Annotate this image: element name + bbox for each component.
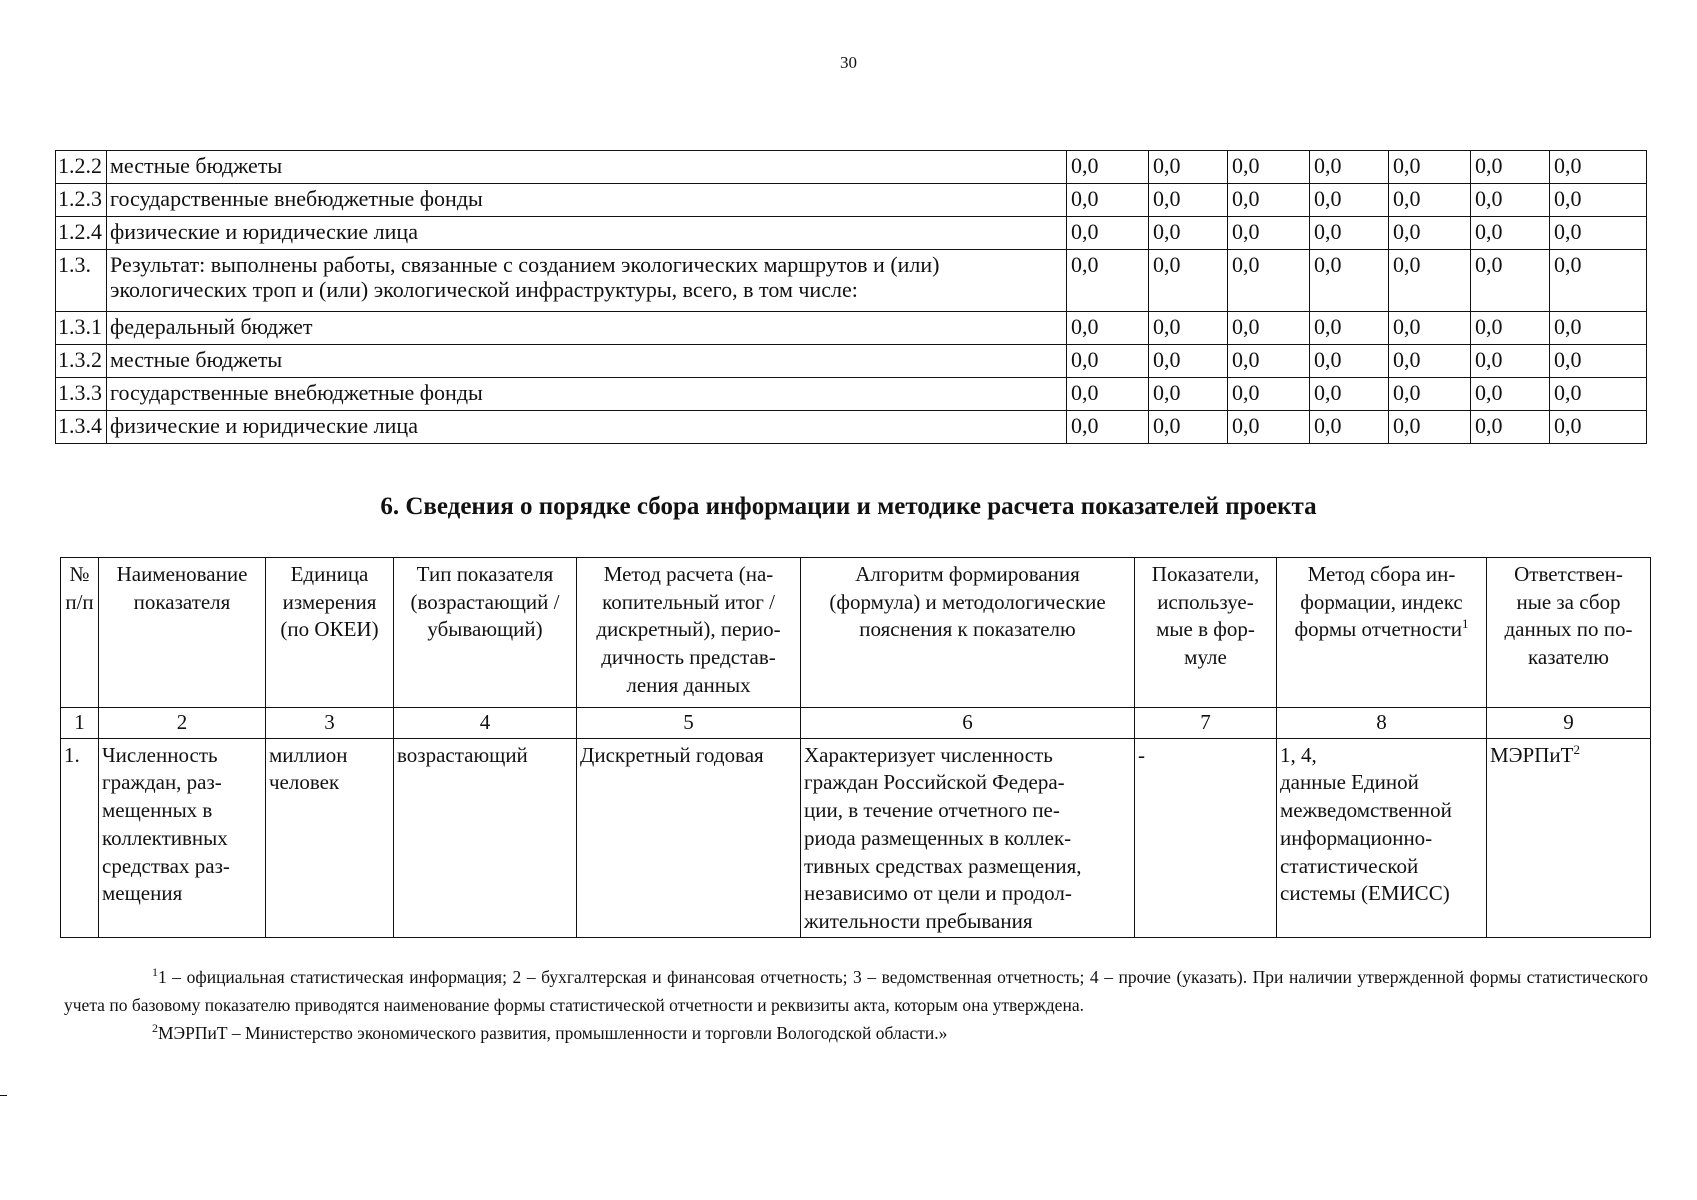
- page-number: 30: [840, 53, 857, 72]
- header-footnote-mark: 1: [1461, 616, 1469, 632]
- budget-value-cell: 0,0: [1550, 184, 1647, 217]
- budget-value-cell: 0,0: [1389, 217, 1471, 250]
- budget-row: [56, 151, 1647, 184]
- budget-value-cell: 0,0: [1550, 378, 1647, 411]
- budget-value-cell: 0,0: [1067, 217, 1149, 250]
- budget-value-cell: 0,0: [1228, 184, 1310, 217]
- column-number: 2: [99, 708, 266, 739]
- indicator-name: Численность граждан, раз- мещенных в коллективных средствах раз- мещения: [99, 738, 266, 937]
- budget-value-cell: 0,0: [1067, 151, 1149, 184]
- budget-value-cell: 0,0: [1310, 345, 1389, 378]
- header-algorithm: Алгоритм формирования (формула) и методологические пояснения к показателю: [801, 558, 1135, 708]
- budget-value-cell: 0,0: [1550, 411, 1647, 444]
- budget-value-cell: 0,0: [1067, 345, 1149, 378]
- budget-row-code: 1.2.3: [56, 184, 107, 217]
- budget-value-cell: 0,0: [1149, 411, 1228, 444]
- budget-value-cell: 0,0: [1471, 345, 1550, 378]
- header-formula-indicators: Показатели, используе- мые в фор- муле: [1135, 558, 1277, 708]
- budget-value-cell: 0,0: [1471, 184, 1550, 217]
- budget-value-cell: 0,0: [1149, 151, 1228, 184]
- indicator-num: 1.: [61, 738, 99, 937]
- budget-row-code: 1.3.4: [56, 411, 107, 444]
- budget-row-label: государственные внебюджетные фонды: [107, 184, 1067, 217]
- header-collection-method: [1277, 558, 1487, 708]
- budget-row-code: 1.2.2: [56, 151, 107, 184]
- header-indicator-name: Наименование показателя: [99, 558, 266, 708]
- indicator-responsible: [1487, 738, 1651, 937]
- budget-value-cell: 0,0: [1550, 151, 1647, 184]
- footnote-2-text: МЭРПиТ – Министерство экономического развития, промышленности и торговли Вологодской области.»: [158, 1023, 948, 1043]
- column-number: 5: [577, 708, 801, 739]
- indicator-algorithm: Характеризует численность граждан Российской Федера- ции, в течение отчетного пе- риода размещенных в коллек- тивных средствах размещения, независимо от цели и продол- жительности пребывания: [801, 738, 1135, 937]
- indicator-table: [60, 557, 1651, 938]
- budget-value-cell: 0,0: [1228, 345, 1310, 378]
- budget-row: [56, 184, 1647, 217]
- budget-row-label: физические и юридические лица: [107, 411, 1067, 444]
- budget-row: [56, 312, 1647, 345]
- budget-value-cell: 0,0: [1471, 411, 1550, 444]
- budget-value-cell: 0,0: [1067, 312, 1149, 345]
- indicator-calc-method: Дискретный годовая: [577, 738, 801, 937]
- budget-value-cell: 0,0: [1149, 184, 1228, 217]
- budget-value-cell: 0,0: [1228, 378, 1310, 411]
- budget-value-cell: 0,0: [1067, 411, 1149, 444]
- indicator-unit: миллион человек: [266, 738, 394, 937]
- footnote-2: [64, 1019, 1648, 1047]
- budget-value-cell: 0,0: [1389, 151, 1471, 184]
- margin-tick-mark: [0, 1095, 7, 1096]
- budget-value-cell: 0,0: [1149, 250, 1228, 312]
- budget-row-label: Результат: выполнены работы, связанные с созданием экологических маршрутов и (или) экологических троп и (или) экологической инфраструктуры, всего, в том числе:: [107, 250, 1067, 312]
- indicator-type: возрастающий: [394, 738, 577, 937]
- budget-value-cell: 0,0: [1310, 312, 1389, 345]
- column-number: 9: [1487, 708, 1651, 739]
- footnote-1: [64, 963, 1648, 1019]
- budget-value-cell: 0,0: [1310, 378, 1389, 411]
- budget-row-label: федеральный бюджет: [107, 312, 1067, 345]
- budget-row: [56, 345, 1647, 378]
- indicator-responsible-text: МЭРПиТ: [1490, 742, 1574, 767]
- column-number: 3: [266, 708, 394, 739]
- budget-row: [56, 411, 1647, 444]
- column-number: 4: [394, 708, 577, 739]
- budget-value-cell: 0,0: [1550, 345, 1647, 378]
- budget-value-cell: 0,0: [1228, 312, 1310, 345]
- budget-row: [56, 217, 1647, 250]
- budget-value-cell: 0,0: [1310, 151, 1389, 184]
- budget-value-cell: 0,0: [1310, 411, 1389, 444]
- budget-value-cell: 0,0: [1550, 312, 1647, 345]
- budget-value-cell: 0,0: [1149, 378, 1228, 411]
- budget-table-body: [56, 151, 1647, 444]
- section-title: 6. Сведения о порядке сбора информации и методике расчета показателей проекта: [380, 493, 1317, 520]
- footnote-2-mark: 2: [152, 1021, 158, 1036]
- budget-value-cell: 0,0: [1067, 378, 1149, 411]
- budget-value-cell: 0,0: [1310, 184, 1389, 217]
- budget-value-cell: 0,0: [1149, 345, 1228, 378]
- budget-value-cell: 0,0: [1149, 312, 1228, 345]
- budget-row-code: 1.3.2: [56, 345, 107, 378]
- budget-row-label: государственные внебюджетные фонды: [107, 378, 1067, 411]
- column-number-row: [61, 708, 1651, 739]
- budget-value-cell: 0,0: [1228, 250, 1310, 312]
- footnote-1-mark: 1: [152, 965, 158, 980]
- budget-value-cell: 0,0: [1471, 217, 1550, 250]
- budget-value-cell: 0,0: [1389, 378, 1471, 411]
- responsible-footnote-mark: 2: [1573, 741, 1580, 757]
- budget-value-cell: 0,0: [1067, 250, 1149, 312]
- column-number: 1: [61, 708, 99, 739]
- column-number: 7: [1135, 708, 1277, 739]
- budget-row-label: местные бюджеты: [107, 345, 1067, 378]
- budget-row-code: 1.3.: [56, 250, 107, 312]
- budget-row-code: 1.2.4: [56, 217, 107, 250]
- indicator-header-row: [61, 558, 1651, 708]
- header-collection-method-text: Метод сбора ин- формации, индекс формы отчетности: [1294, 562, 1463, 642]
- indicator-row: [61, 738, 1651, 937]
- budget-table: [55, 150, 1647, 444]
- column-number: 6: [801, 708, 1135, 739]
- indicator-collection-method: 1, 4, данные Единой межведомственной информационно- статистической системы (ЕМИСС): [1277, 738, 1487, 937]
- budget-row-label: физические и юридические лица: [107, 217, 1067, 250]
- column-number: 8: [1277, 708, 1487, 739]
- budget-value-cell: 0,0: [1550, 217, 1647, 250]
- budget-value-cell: 0,0: [1228, 411, 1310, 444]
- header-num: № п/п: [61, 558, 99, 708]
- budget-value-cell: 0,0: [1149, 217, 1228, 250]
- budget-value-cell: 0,0: [1228, 217, 1310, 250]
- budget-value-cell: 0,0: [1228, 151, 1310, 184]
- budget-row: [56, 250, 1647, 312]
- budget-value-cell: 0,0: [1471, 312, 1550, 345]
- footnotes: [64, 963, 1648, 1047]
- budget-value-cell: 0,0: [1471, 250, 1550, 312]
- budget-value-cell: 0,0: [1389, 345, 1471, 378]
- budget-value-cell: 0,0: [1067, 184, 1149, 217]
- indicator-formula-indicators: -: [1135, 738, 1277, 937]
- budget-value-cell: 0,0: [1389, 411, 1471, 444]
- budget-value-cell: 0,0: [1310, 250, 1389, 312]
- header-indicator-type: Тип показателя (возрастающий / убывающий): [394, 558, 577, 708]
- budget-value-cell: 0,0: [1471, 151, 1550, 184]
- budget-value-cell: 0,0: [1389, 250, 1471, 312]
- header-unit: Единица измерения (по ОКЕИ): [266, 558, 394, 708]
- budget-value-cell: 0,0: [1550, 250, 1647, 312]
- budget-value-cell: 0,0: [1310, 217, 1389, 250]
- budget-row-code: 1.3.1: [56, 312, 107, 345]
- footnote-1-text: 1 – официальная статистическая информация; 2 – бухгалтерская и финансовая отчетность; 3 – ведомственная отчетность; 4 – прочие (указать). При наличии утвержденной формы статистического учета по базовому показателю приводятся наименование формы статистической отчетности и реквизиты акта, которым она утверждена.: [64, 967, 1648, 1015]
- budget-value-cell: 0,0: [1471, 378, 1550, 411]
- budget-row: [56, 378, 1647, 411]
- budget-row-label: местные бюджеты: [107, 151, 1067, 184]
- budget-value-cell: 0,0: [1389, 312, 1471, 345]
- header-responsible: Ответствен- ные за сбор данных по по- казателю: [1487, 558, 1651, 708]
- budget-row-code: 1.3.3: [56, 378, 107, 411]
- budget-value-cell: 0,0: [1389, 184, 1471, 217]
- header-calc-method: Метод расчета (на- копительный итог / дискретный), перио- дичность представ- ления данных: [577, 558, 801, 708]
